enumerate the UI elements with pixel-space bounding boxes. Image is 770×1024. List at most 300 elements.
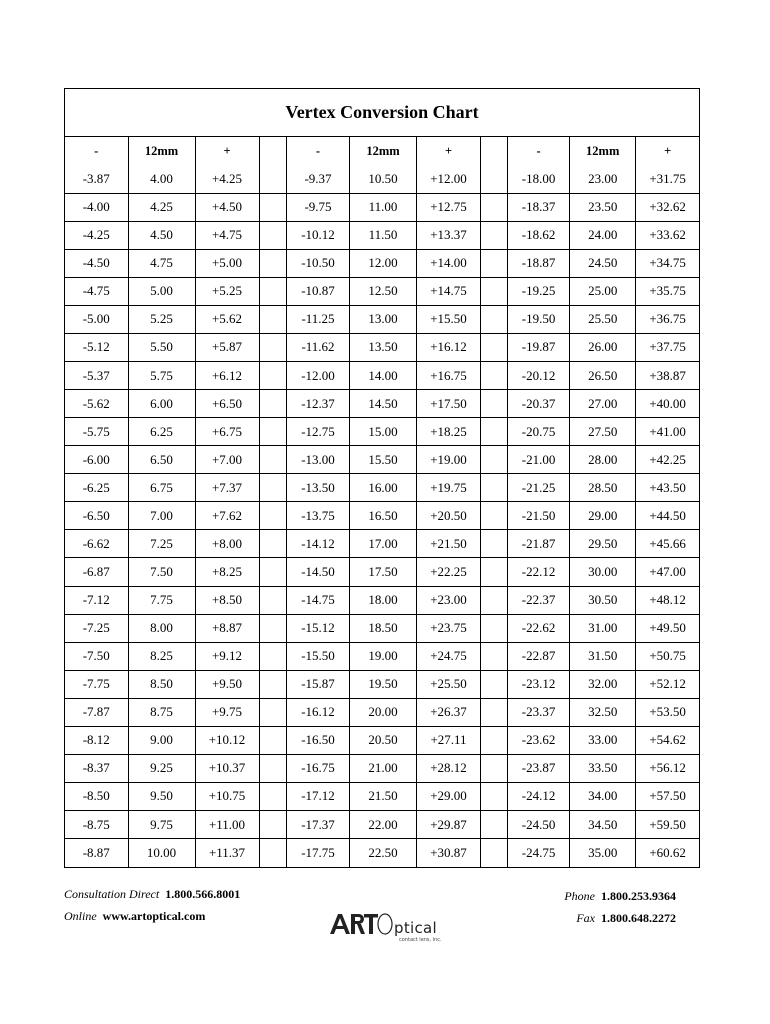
twelve-mm-value: 22.50 [350, 839, 417, 867]
twelve-mm-value: 14.00 [350, 362, 417, 390]
group-spacer [259, 726, 286, 754]
minus-value: -4.50 [65, 249, 128, 277]
minus-value: -6.25 [65, 474, 128, 502]
minus-value: -17.75 [287, 839, 350, 867]
plus-value: +19.75 [417, 474, 481, 502]
plus-value: +8.25 [195, 558, 259, 586]
minus-value: -13.00 [287, 446, 350, 474]
plus-value: +32.62 [636, 193, 699, 221]
table-row [65, 782, 286, 810]
online-label: Online [64, 909, 97, 923]
twelve-mm-value: 5.50 [128, 333, 195, 361]
minus-value: -4.75 [65, 277, 128, 305]
twelve-mm-value: 32.50 [570, 698, 636, 726]
table-row [508, 530, 700, 558]
twelve-mm-value: 20.00 [350, 698, 417, 726]
twelve-mm-value: 7.50 [128, 558, 195, 586]
plus-value: +49.50 [636, 614, 699, 642]
plus-value: +14.00 [417, 249, 481, 277]
twelve-mm-value: 29.00 [570, 502, 636, 530]
table-row [287, 390, 508, 418]
plus-value: +60.62 [649, 844, 686, 860]
group-spacer [481, 614, 508, 642]
table-row [287, 530, 508, 558]
plus-value: +8.87 [195, 614, 259, 642]
group-spacer [259, 530, 286, 558]
plus-value: +33.62 [636, 221, 699, 249]
table-row [65, 642, 286, 670]
minus-value: -8.75 [65, 811, 128, 839]
table-row [508, 165, 700, 193]
twelve-mm-value: 33.50 [570, 754, 636, 782]
minus-value: -24.50 [508, 811, 570, 839]
minus-value: -8.12 [65, 726, 128, 754]
table-row [65, 249, 286, 277]
table-row [65, 418, 286, 446]
group-spacer [259, 558, 286, 586]
plus-value: +12.75 [417, 193, 481, 221]
plus-value: +5.62 [195, 305, 259, 333]
plus-value: +9.12 [195, 642, 259, 670]
minus-value: -21.25 [508, 474, 570, 502]
group-spacer [481, 474, 508, 502]
minus-value: -21.50 [508, 502, 570, 530]
plus-value: +24.75 [417, 642, 481, 670]
online-line [64, 905, 240, 927]
table-row [508, 362, 700, 390]
group-spacer [481, 530, 508, 558]
twelve-mm-value: 35.00 [570, 839, 636, 867]
group-spacer [481, 221, 508, 249]
minus-value: -21.87 [508, 530, 570, 558]
header-row [287, 137, 508, 165]
minus-value: -22.37 [508, 586, 570, 614]
minus-value: -7.25 [65, 614, 128, 642]
group-spacer [481, 390, 508, 418]
twelve-mm-value: 16.50 [350, 502, 417, 530]
table-row [65, 277, 286, 305]
plus-value: +5.00 [195, 249, 259, 277]
minus-value: -14.75 [287, 586, 350, 614]
table-row [287, 165, 508, 193]
minus-value: -8.87 [65, 839, 128, 867]
table-row [65, 530, 286, 558]
twelve-mm-value: 4.50 [128, 221, 195, 249]
table-row [287, 502, 508, 530]
group-spacer [259, 362, 286, 390]
twelve-mm-value: 25.00 [570, 277, 636, 305]
group-spacer [259, 305, 286, 333]
plus-value: +56.12 [636, 754, 699, 782]
minus-value: -10.87 [287, 277, 350, 305]
minus-value: -5.00 [65, 305, 128, 333]
table-row [287, 782, 508, 810]
fax-number: 1.800.648.2272 [601, 911, 676, 925]
table-row [508, 221, 700, 249]
twelve-mm-value: 31.50 [570, 642, 636, 670]
minus-value: -19.25 [508, 277, 570, 305]
twelve-mm-value: 17.00 [350, 530, 417, 558]
plus-value: +57.50 [636, 782, 699, 810]
twelve-mm-value: 34.00 [570, 782, 636, 810]
svg-text:ptical: ptical [394, 919, 437, 937]
fax-line [564, 907, 676, 929]
minus-value: -6.00 [65, 446, 128, 474]
table-row [508, 698, 700, 726]
conversion-table-group-3 [507, 137, 699, 867]
minus-value: -15.12 [287, 614, 350, 642]
minus-value: -5.75 [65, 418, 128, 446]
twelve-mm-value: 19.00 [350, 642, 417, 670]
plus-header: + [664, 143, 672, 158]
twelve-mm-header: 12mm [350, 137, 417, 165]
table-row [287, 446, 508, 474]
twelve-mm-value: 10.00 [128, 839, 195, 867]
plus-value: +29.00 [417, 782, 481, 810]
table-row [65, 558, 286, 586]
twelve-mm-value: 7.75 [128, 586, 195, 614]
minus-value: -19.87 [508, 333, 570, 361]
table-row [65, 305, 286, 333]
plus-value: +16.12 [417, 333, 481, 361]
table-row [65, 502, 286, 530]
table-row [287, 726, 508, 754]
minus-value: -14.12 [287, 530, 350, 558]
group-spacer [259, 502, 286, 530]
twelve-mm-value: 18.00 [350, 586, 417, 614]
group-spacer [259, 811, 286, 839]
twelve-mm-value: 20.50 [350, 726, 417, 754]
plus-value: +8.00 [195, 530, 259, 558]
plus-value: +42.25 [636, 446, 699, 474]
art-optical-logo [328, 908, 448, 944]
table-row [508, 782, 700, 810]
table-row [65, 839, 286, 867]
table-row [508, 305, 700, 333]
minus-value: -11.25 [287, 305, 350, 333]
table-row [508, 754, 700, 782]
table-row [287, 474, 508, 502]
minus-value: -5.37 [65, 362, 128, 390]
logo-graphic [328, 908, 448, 944]
plus-value: +47.00 [636, 558, 699, 586]
group-spacer [481, 782, 508, 810]
twelve-mm-value: 9.00 [128, 726, 195, 754]
table-row [508, 670, 700, 698]
twelve-mm-value: 24.00 [570, 221, 636, 249]
twelve-mm-value: 7.25 [128, 530, 195, 558]
plus-value: +6.50 [195, 390, 259, 418]
plus-value: +38.87 [636, 362, 699, 390]
minus-value: -5.12 [65, 333, 128, 361]
group-spacer [259, 670, 286, 698]
table-row [65, 446, 286, 474]
twelve-mm-value: 13.50 [350, 333, 417, 361]
group-spacer [481, 726, 508, 754]
minus-value: -8.50 [65, 782, 128, 810]
table-row [508, 839, 700, 867]
plus-value: +28.12 [417, 754, 481, 782]
twelve-mm-value: 32.00 [570, 670, 636, 698]
group-spacer [259, 333, 286, 361]
group-spacer [481, 193, 508, 221]
table-row [287, 642, 508, 670]
plus-value: +11.00 [195, 811, 259, 839]
minus-value: -13.50 [287, 474, 350, 502]
twelve-mm-value: 12.00 [350, 249, 417, 277]
minus-value: -16.50 [287, 726, 350, 754]
table-row [65, 754, 286, 782]
table-row [287, 698, 508, 726]
minus-value: -10.50 [287, 249, 350, 277]
minus-value: -16.75 [287, 754, 350, 782]
group-spacer [259, 754, 286, 782]
twelve-mm-header: 12mm [128, 137, 195, 165]
group-spacer [259, 782, 286, 810]
table-row [508, 586, 700, 614]
consultation-phone: 1.800.566.8001 [165, 887, 241, 901]
group-spacer [481, 362, 508, 390]
twelve-mm-value: 10.50 [350, 165, 417, 193]
minus-value: -22.87 [508, 642, 570, 670]
group-spacer [481, 277, 508, 305]
table-row [508, 642, 700, 670]
table-row [287, 193, 508, 221]
plus-value: +31.75 [636, 165, 699, 193]
table-row [508, 418, 700, 446]
minus-value: -22.62 [508, 614, 570, 642]
vertex-conversion-chart [64, 88, 700, 868]
table-row [508, 333, 700, 361]
plus-value: +22.25 [417, 558, 481, 586]
table-row [287, 558, 508, 586]
table-row [65, 193, 286, 221]
group-spacer [259, 418, 286, 446]
minus-value: -12.75 [287, 418, 350, 446]
table-row [508, 390, 700, 418]
minus-value: -14.50 [287, 558, 350, 586]
plus-value: +35.75 [636, 277, 699, 305]
table-row [287, 418, 508, 446]
twelve-mm-value: 23.00 [570, 165, 636, 193]
group-spacer [481, 446, 508, 474]
table-row [65, 698, 286, 726]
twelve-mm-value: 13.00 [350, 305, 417, 333]
table-row [287, 221, 508, 249]
plus-value: +7.00 [195, 446, 259, 474]
plus-value: +4.75 [195, 221, 259, 249]
group-spacer [481, 811, 508, 839]
twelve-mm-value: 27.50 [570, 418, 636, 446]
minus-value: -3.87 [65, 165, 128, 193]
minus-value: -20.12 [508, 362, 570, 390]
conversion-table-group-2 [286, 137, 508, 867]
table-row [65, 811, 286, 839]
minus-value: -6.62 [65, 530, 128, 558]
twelve-mm-value: 8.50 [128, 670, 195, 698]
twelve-mm-value: 4.25 [128, 193, 195, 221]
twelve-mm-value: 27.00 [570, 390, 636, 418]
minus-value: -9.75 [287, 193, 350, 221]
fax-label: Fax [576, 911, 595, 925]
minus-value: -15.50 [287, 642, 350, 670]
table-row [508, 726, 700, 754]
table-row [287, 305, 508, 333]
table-row [508, 277, 700, 305]
minus-value: -12.37 [287, 390, 350, 418]
group-spacer [259, 277, 286, 305]
minus-value: -18.87 [508, 249, 570, 277]
plus-value: +6.12 [195, 362, 259, 390]
group-spacer [259, 193, 286, 221]
minus-value: -13.75 [287, 502, 350, 530]
twelve-mm-value: 15.00 [350, 418, 417, 446]
twelve-mm-value: 11.50 [350, 221, 417, 249]
group-spacer [481, 698, 508, 726]
twelve-mm-value: 29.50 [570, 530, 636, 558]
table-row [508, 811, 700, 839]
twelve-mm-value: 14.50 [350, 390, 417, 418]
header-row [65, 137, 286, 165]
plus-value: +41.00 [636, 418, 699, 446]
plus-value: +37.75 [636, 333, 699, 361]
table-row [287, 277, 508, 305]
minus-value: -12.00 [287, 362, 350, 390]
table-row [508, 614, 700, 642]
minus-value: -24.75 [508, 839, 570, 867]
plus-value: +29.87 [417, 811, 481, 839]
twelve-mm-value: 8.00 [128, 614, 195, 642]
table-row [508, 474, 700, 502]
header-row [508, 137, 700, 165]
twelve-mm-value: 34.50 [570, 811, 636, 839]
plus-value: +52.12 [636, 670, 699, 698]
plus-value: +13.37 [417, 221, 481, 249]
twelve-mm-value: 19.50 [350, 670, 417, 698]
table-row [65, 362, 286, 390]
plus-value: +19.00 [417, 446, 481, 474]
plus-value: +4.25 [195, 165, 259, 193]
group-spacer [481, 333, 508, 361]
twelve-mm-value: 9.25 [128, 754, 195, 782]
plus-value: +36.75 [636, 305, 699, 333]
twelve-mm-value: 22.00 [350, 811, 417, 839]
plus-value: +10.75 [195, 782, 259, 810]
plus-value: +54.62 [636, 726, 699, 754]
plus-value: +27.11 [417, 726, 481, 754]
footer-right [564, 885, 676, 929]
phone-label: Phone [564, 889, 595, 903]
minus-header: - [287, 137, 350, 165]
plus-value: +45.66 [636, 530, 699, 558]
minus-value: -4.00 [65, 193, 128, 221]
minus-value: -21.00 [508, 446, 570, 474]
table-row [508, 558, 700, 586]
plus-value: +12.00 [417, 165, 481, 193]
plus-value: +16.75 [417, 362, 481, 390]
plus-value: +20.50 [417, 502, 481, 530]
table-row [287, 249, 508, 277]
plus-value: +26.37 [417, 698, 481, 726]
logo-tagline: contact lens, inc. [399, 937, 442, 943]
group-spacer [481, 586, 508, 614]
group-spacer [259, 221, 286, 249]
table-row [508, 502, 700, 530]
group-spacer [481, 642, 508, 670]
plus-value: +34.75 [636, 249, 699, 277]
twelve-mm-value: 5.00 [128, 277, 195, 305]
twelve-mm-value: 30.00 [570, 558, 636, 586]
twelve-mm-value: 15.50 [350, 446, 417, 474]
group-spacer [259, 165, 286, 193]
minus-value: -4.25 [65, 221, 128, 249]
table-row [287, 614, 508, 642]
group-spacer [481, 249, 508, 277]
twelve-mm-value: 12.50 [350, 277, 417, 305]
conversion-table-group-1 [65, 137, 287, 867]
group-spacer [481, 558, 508, 586]
twelve-mm-value: 26.50 [570, 362, 636, 390]
plus-value: +9.50 [195, 670, 259, 698]
twelve-mm-value: 7.00 [128, 502, 195, 530]
group-spacer [259, 474, 286, 502]
plus-value: +5.87 [195, 333, 259, 361]
plus-value: +59.50 [636, 811, 699, 839]
twelve-mm-value: 9.75 [128, 811, 195, 839]
plus-value: +17.50 [417, 390, 481, 418]
twelve-mm-value: 18.50 [350, 614, 417, 642]
plus-value: +53.50 [636, 698, 699, 726]
twelve-mm-value: 8.25 [128, 642, 195, 670]
minus-value: -18.62 [508, 221, 570, 249]
minus-value: -20.75 [508, 418, 570, 446]
table-row [65, 614, 286, 642]
table-row [287, 811, 508, 839]
table-row [287, 839, 508, 867]
minus-value: -23.12 [508, 670, 570, 698]
minus-value: -16.12 [287, 698, 350, 726]
twelve-mm-value: 21.00 [350, 754, 417, 782]
phone-number: 1.800.253.9364 [601, 889, 676, 903]
footer-left [64, 883, 240, 927]
twelve-mm-value: 21.50 [350, 782, 417, 810]
group-spacer [259, 839, 286, 867]
plus-value: +6.75 [195, 418, 259, 446]
group-spacer [481, 305, 508, 333]
table-row [508, 446, 700, 474]
plus-value: +21.50 [417, 530, 481, 558]
website-link[interactable]: www.artoptical.com [102, 909, 206, 923]
twelve-mm-value: 6.50 [128, 446, 195, 474]
consultation-line [64, 883, 240, 905]
minus-header: - [65, 137, 128, 165]
group-spacer [259, 390, 286, 418]
twelve-mm-value: 23.50 [570, 193, 636, 221]
group-spacer [259, 586, 286, 614]
group-spacer [259, 137, 286, 165]
plus-value: +10.12 [195, 726, 259, 754]
plus-value: +30.87 [417, 839, 481, 867]
twelve-mm-value: 33.00 [570, 726, 636, 754]
table-row [65, 165, 286, 193]
twelve-mm-value: 31.00 [570, 614, 636, 642]
minus-value: -18.37 [508, 193, 570, 221]
table-row [508, 249, 700, 277]
minus-value: -10.12 [287, 221, 350, 249]
twelve-mm-value: 17.50 [350, 558, 417, 586]
minus-value: -17.37 [287, 811, 350, 839]
twelve-mm-header: 12mm [570, 137, 636, 165]
